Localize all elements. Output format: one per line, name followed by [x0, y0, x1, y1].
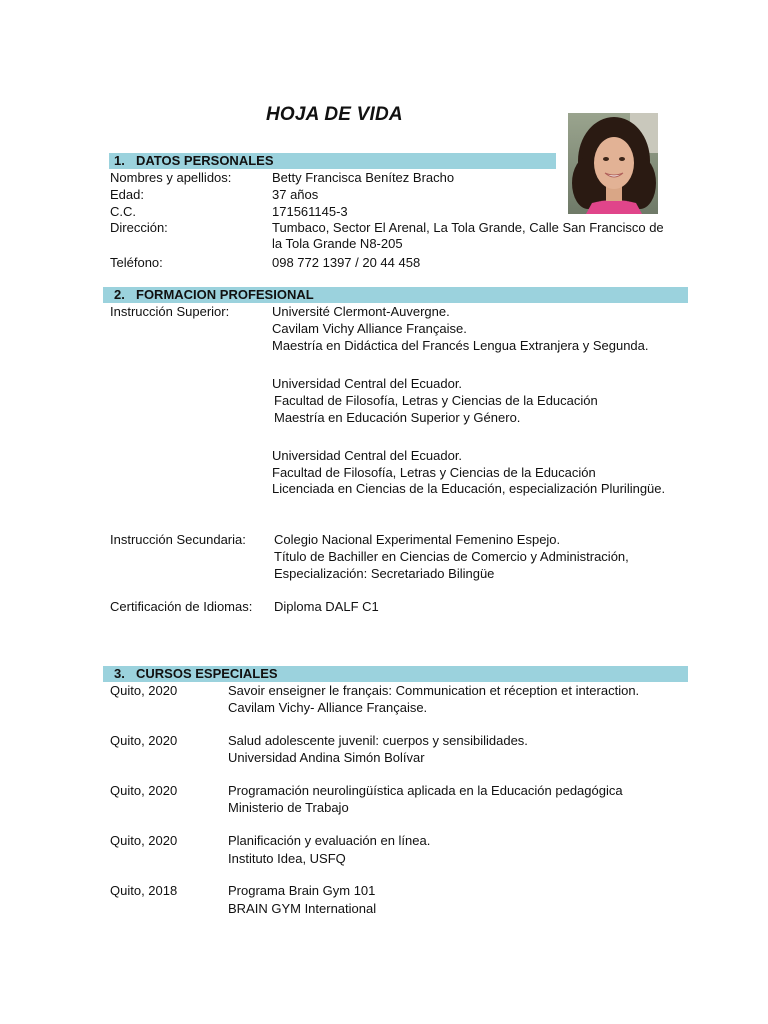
course-institution: Ministerio de Trabajo: [228, 800, 349, 815]
section-heading-personal: DATOS PERSONALES: [136, 153, 274, 168]
education-entry: Facultad de Filosofía, Letras y Ciencias de la Educación: [272, 465, 596, 480]
education-entry: Université Clermont-Auvergne.: [272, 304, 450, 319]
course-institution: Cavilam Vichy- Alliance Française.: [228, 700, 428, 715]
person-photo-icon: [568, 113, 658, 214]
course-place-date: Quito, 2020: [110, 733, 178, 748]
education-entry: Facultad de Filosofía, Letras y Ciencias de la Educación: [274, 393, 598, 408]
label-name: Nombres y apellidos:: [110, 170, 232, 185]
course-institution: BRAIN GYM International: [228, 901, 377, 916]
profile-photo: [568, 113, 658, 214]
course-place-date: Quito, 2018: [110, 883, 178, 898]
education-entry: Cavilam Vichy Alliance Française.: [272, 321, 467, 336]
section-number: 2.: [114, 287, 125, 302]
education-entry: Título de Bachiller en Ciencias de Comercio y Administración,: [274, 549, 629, 564]
value-address-line2: la Tola Grande N8-205: [272, 236, 403, 251]
section-heading-courses: CURSOS ESPECIALES: [136, 666, 278, 681]
label-address: Dirección:: [110, 220, 168, 235]
course-title: Salud adolescente juvenil: cuerpos y sensibilidades.: [228, 733, 528, 748]
education-entry: Licenciada en Ciencias de la Educación, especialización Plurilingüe.: [272, 481, 666, 496]
value-language-certification: Diploma DALF C1: [274, 599, 379, 614]
label-age: Edad:: [110, 187, 144, 202]
label-secondary-education: Instrucción Secundaria:: [110, 532, 246, 547]
course-title: Programa Brain Gym 101: [228, 883, 376, 898]
course-title: Planificación y evaluación en línea.: [228, 833, 431, 848]
value-age: 37 años: [272, 187, 319, 202]
page-title: HOJA DE VIDA: [266, 104, 403, 125]
label-id: C.C.: [110, 204, 136, 219]
value-address: Tumbaco, Sector El Arenal, La Tola Grande, Calle San Francisco de: [272, 220, 664, 235]
education-entry: Universidad Central del Ecuador.: [272, 448, 463, 463]
course-place-date: Quito, 2020: [110, 833, 178, 848]
section-number: 1.: [114, 153, 125, 168]
course-institution: Instituto Idea, USFQ: [228, 851, 346, 866]
education-entry: Maestría en Educación Superior y Género.: [274, 410, 521, 425]
label-language-certification: Certificación de Idiomas:: [110, 599, 253, 614]
course-place-date: Quito, 2020: [110, 783, 178, 798]
value-id: 171561145-3: [272, 204, 348, 219]
education-entry: Maestría en Didáctica del Francés Lengua Extranjera y Segunda.: [272, 338, 649, 353]
course-title: Savoir enseigner le français: Communication et réception et interaction.: [228, 683, 640, 698]
value-name: Betty Francisca Benítez Bracho: [272, 170, 455, 185]
course-place-date: Quito, 2020: [110, 683, 178, 698]
education-entry: Universidad Central del Ecuador.: [272, 376, 463, 391]
value-phone: 098 772 1397 / 20 44 458: [272, 255, 421, 270]
education-entry: Especialización: Secretariado Bilingüe: [274, 566, 495, 581]
course-title: Programación neurolingüística aplicada en la Educación pedagógica: [228, 783, 623, 798]
section-heading-education: FORMACION PROFESIONAL: [136, 287, 314, 302]
education-entry: Colegio Nacional Experimental Femenino Espejo.: [274, 532, 561, 547]
label-phone: Teléfono:: [110, 255, 163, 270]
course-institution: Universidad Andina Simón Bolívar: [228, 750, 425, 765]
label-higher-education: Instrucción Superior:: [110, 304, 230, 319]
section-number: 3.: [114, 666, 125, 681]
